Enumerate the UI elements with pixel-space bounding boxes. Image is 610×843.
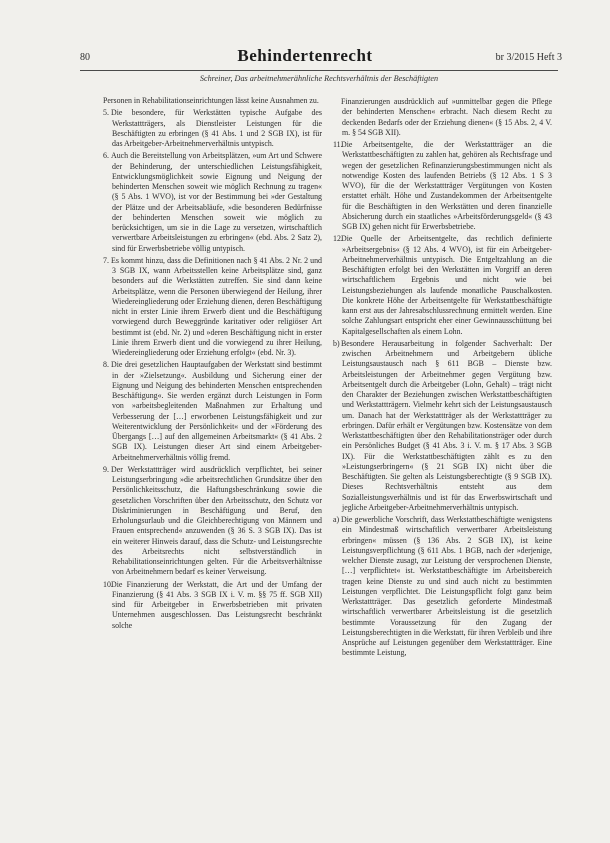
list-item: 6. Auch die Bereitstellung von Arbeitsplätzen, »um Art und Schwere der Behinderung, der unterschiedlichen Leistungsfähigkeit, Entwicklungsmöglichkeit sowie Eignung und Neigung der behinderten Menschen soweit wie möglich Rechnung zu tragen« (§ 5 Abs. 1 WVO), ist vor der Bestimmung bei »der Gestaltung der Plätze und der Arbeitsabläufe, »die besonderen Bedürfnisse der behinderten Menschen soweit wie möglich zu berücksichtigen, um sie in die Lage zu versetzen, wirtschaftlich verwertbare Arbeitsleistungen zu erbringen« (ebd. Abs. 2 Satz 2), sind für Erwerbsbetriebe völlig untypisch.	[103, 151, 322, 253]
paragraph: Personen in Rehabilitationseinrichtungen lässt keine Ausnahmen zu.	[103, 96, 319, 105]
list-item: 11.Die Arbeitsentgelte, die der Werkstattträger an die Werkstattbeschäftigten zu zahlen hat, gehören als Rechtsfrage und wegen der gesetzlichen Refinanzierungsbestimmungen nicht als notwendige Kosten des laufenden Betriebs (§ 12 Abs. 1 S 3 WVO), für die der Werkstattträger Vergütungen von Kosten erstattet erhält. Höhe und Zustandekommen der Arbeitsentgelte für die Beschäftigten in den Werkstätten und deren finanzielle Absicherung durch ein staatliches »Arbeitsförderungsgeld« (§ 43 SGB IX) gehen nicht für Erwerbsbetriebe.	[333, 140, 552, 231]
article-subtitle: Schreiner, Das arbeitnehmerähnliche Rechtsverhältnis der Beschäftigten	[199, 74, 439, 83]
list-item: a) Die gewerbliche Vorschrift, dass Werkstattbeschäftigte wenigstens ein Mindestmaß wirtschaftlich verwertbarer Arbeitsleistung erbringen« müssen (§ 136 Abs. 2 SGB IX), ist keine Leistungsverpflichtung (§ 611 Abs. 1 BGB, nach der »derjenige, welcher Dienste zusagt, zur Leistung der versprochenen Dienste, […] verpflichtet« ist. Werkstattbeschäftigte im Arbeitsbereich tragen keine Dienste zu und sind auch nicht zu bestimmten Leistungen verpflichtet. Die Leistungspflicht folgt ganz beim Werkstattträger. Das gesetzlich geforderte Mindestmaß wirtschaftlich verwertbarer Arbeitsleistung ist die gesetzlich bestimmte Voraussetzung für den Zugang der Leistungsberechtigten in die Werkstatt, für ihren Verbleib und ihre Ansprüche auf Leistungen gegenüber dem Werkstattträger. Eine bestimmte Leistung,	[333, 515, 552, 658]
issue-label: br 3/2015 Heft 3	[495, 52, 562, 63]
page-number: 80	[80, 52, 90, 63]
paragraph: Finanzierungen ausdrücklich auf »unmittelbar gegen die Pflege der behinderten Menschen« erbracht. Nach diesem Recht zu deckenden Bedarfs oder der Erziehung dienen« (§ 15 Abs. 2, 4 V. m. § 54 SGB XII).	[341, 97, 552, 137]
list-item: 8. Die drei gesetzlichen Hauptaufgaben der Werkstatt sind bestimmt in der »Zielsetzung«. Ausbildung und Sicherung einer der Eignung und Neigung des behinderten Menschen entsprechenden Beschäftigung«. Sie werden ergänzt durch Leistungen in Form von »arbeitsbegleitenden Maßnahmen zur Erhaltung und Verbesserung der […] erworbenen Leistungsfähigkeit und zur Weiterentwicklung der Persönlichkeit« und der »Förderung des Übergangs […] auf den allgemeinen Arbeitsmarkt« (§ 41 Abs. 2 SGB IX). Leistungen dieser Art sind einem Arbeitgeber-Arbeitnehmerverhältnis völlig fremd.	[103, 360, 322, 462]
journal-title: Behindertenrecht	[237, 46, 373, 65]
right-column	[334, 97, 552, 661]
list-item: 5. Die besondere, für Werkstätten typische Aufgabe des Werkstattträgers, als Dienstleister Leistungen für die Beschäftigten zu erbringen (§ 41 Abs. 1 und 2 SGB IX), ist für das Arbeitgeber-Arbeitnehmerverhältnis untypisch.	[103, 108, 322, 148]
left-column	[104, 96, 322, 633]
page-header	[48, 46, 562, 68]
list-item: 7. Es kommt hinzu, dass die Definitionen nach § 41 Abs. 2 Nr. 2 und 3 SGB IX, wann Arbeitsstellen keine Arbeitsplätze sind, ganz besonders auf die Werkstätten zutreffen. Sie sind dann keine Arbeitsplätze, wenn die Personen überwiegend der Heilung, ihrer Wiedereingliederung oder Erziehung dienen, deren Beschäftigung nicht in erster Linie ihrem Erwerb dient und die Beschäftigung vorwiegend durch Beweggründe karitativer oder religiöser Art bestimmt ist (ebd. Nr. 2) und »deren Beschäftigung nicht in erster Linie ihrem Erwerb dient und die vorwiegend zu ihrer Heilung, Wiedereingliederung oder Erziehung erfolgt« (ebd. Nr. 3).	[103, 255, 322, 357]
header-rule	[80, 70, 558, 71]
list-item: b)Besondere Herausarbeitung in folgender Sachverhalt: Der zwischen Arbeitnehmern und Arbeitgebern übliche Leistungsaustausch nach § 611 BGB – Dienste bzw. Arbeitsleistungen der Arbeitnehmer gegen Vergütung bzw. Arbeitsentgelt durch die Arbeitgeber (Lohn, Gehalt) – trägt nicht den Charakter der Beziehungen zwischen Werkstattbeschäftigten und Werkstattträgern. Vielmehr kehrt sich der Leistungsaustausch um. Danach hat der Werkstattträger als der Werkstattträger zu erbringen. Dafür erhält er Vergütungen bzw. Kostensätze von dem Werkstattbeschäftigten über den Rehabilitationsträger oder durch ein Persönliches Budget (§ 41 Abs. 3 i. V. m. § 17 Abs. 3 SGB IX). Für die Werkstattbeschäftigten zählt es zu den »Leistungserbringern« (§ 21 SGB IX) nicht über die Beschäftigten. Sie gelten als Leistungsberechtigte (§ 9 SGB IX). Dieses Rechtsverhältnis entsteht aus dem Sozialleistungsverhältnis und ist für das Erwerbswirtschaft und jegliche Arbeitgeber-Arbeitnehmerverhältnis untypisch.	[333, 338, 552, 512]
list-item: 10.Die Finanzierung der Werkstatt, die Art und der Umfang der Finanzierung (§ 41 Abs. 3 SGB IX i. V. m. §§ 75 ff. SGB XII) sind für Arbeitgeber in Erwerbsbetrieben mit privaten Unternehmen ausgeschlossen. Das Leistungsrecht beschränkt solche	[103, 579, 322, 630]
list-item: 12.Die Quelle der Arbeitsentgelte, das rechtlich definierte »Arbeitsergebnis« (§ 12 Abs. 4 WVO), ist für ein Arbeitgeber-Arbeitnehmerverhältnis untypisch. Die Entgeltzahlung an die Beschäftigten erfolgt bei den Werkstätten im Vorgriff an deren wirtschaftlichem Ergebnis und nicht wie bei Leistungsbeziehungen als laufende monatliche Pauschalkosten. Die konkrete Höhe der Arbeitsentgelte für Werkstattbeschäftigte kann erst aus der Jahresabschlussrechnung ermittelt werden. Eine solche Zahlungsart entspricht eher einer Gewinnausschüttung bei Kapitalgesellschaften als einem Lohn.	[333, 234, 552, 336]
list-item: 9. Der Werkstattträger wird ausdrücklich verpflichtet, bei seiner Leistungserbringung »die arbeitsrechtlichen Grundsätze über den Persönlichkeitsschutz, die Haftungsbeschränkung sowie die gesetzlichen Vorschriften über den Arbeitsschutz, den Schutz vor Diskriminierungen in Beschäftigung und Beruf, den Erholungsurlaub und die Gleichberechtigung von Männern und Frauen entsprechend« anzuwenden (§ 36 S. 3 SGB IX). Das ist ein weiterer Hinweis darauf, dass die Schutz- und Leistungsrechte des Arbeitsrechts nicht selbstverständlich in Rehabilitationseinrichtungen gelten. Für die Arbeitsverhältnisse von Arbeitnehmern bedarf es keiner Verweisung.	[103, 464, 322, 577]
